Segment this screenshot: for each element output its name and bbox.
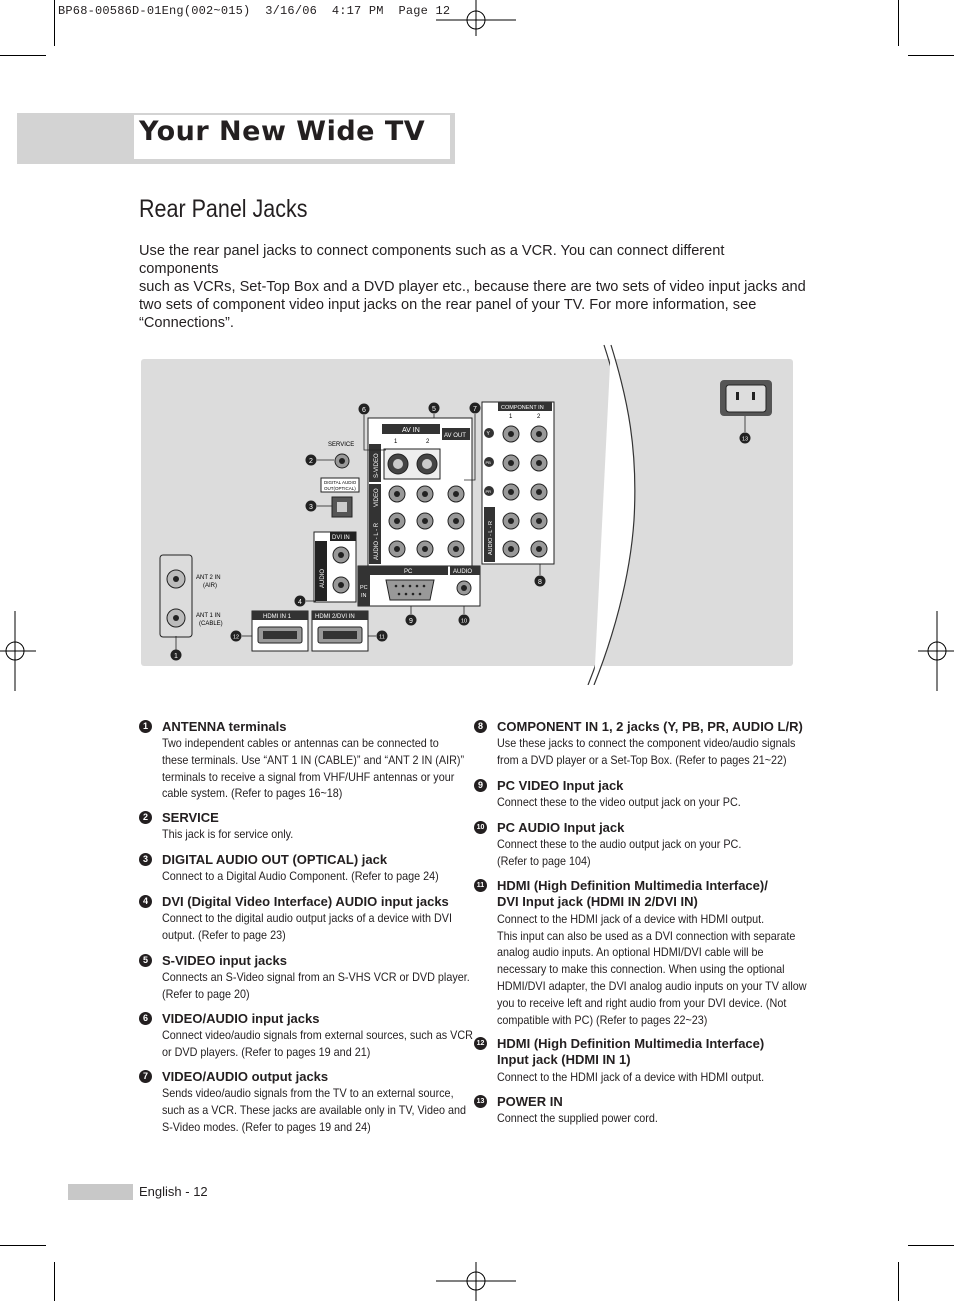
dvi-audio-vertical-label: AUDIO <box>320 568 326 588</box>
item-title: HDMI (High Definition Multimedia Interface) <box>497 1036 765 1051</box>
item-desc: Connects an S-Video signal from an S-VHS VCR or DVD player. <box>162 970 470 984</box>
item-desc: Connect to a Digital Audio Component. (Refer to page 24) <box>162 869 439 883</box>
svg-text:2: 2 <box>309 458 313 465</box>
hdmi1-label: HDMI IN 1 <box>263 614 292 620</box>
item-title: PC AUDIO Input jack <box>497 820 625 835</box>
svg-text:10: 10 <box>460 618 468 625</box>
item-number: 10 <box>474 821 487 834</box>
item-number: 1 <box>139 720 152 733</box>
comp-pr-label: PR <box>485 489 492 494</box>
item-number: 8 <box>474 720 487 733</box>
av-in-label: AV IN <box>402 427 420 434</box>
item-number: 13 <box>474 1095 487 1108</box>
comp-2-label: 2 <box>537 414 541 420</box>
svg-text:8: 8 <box>538 579 542 586</box>
item-desc: Two independent cables or antennas can be connected to <box>162 736 439 750</box>
item-desc: S-Video modes. (Refer to pages 19 and 24) <box>162 1120 371 1134</box>
intro-paragraph <box>139 242 807 332</box>
item-title: S-VIDEO input jacks <box>162 953 287 968</box>
item-desc: Connect to the HDMI jack of a device with HDMI output. <box>497 912 765 926</box>
footer-bar <box>68 1184 133 1200</box>
item-title: COMPONENT IN 1, 2 jacks (Y, PB, PR, AUDIO L/R) <box>497 719 803 734</box>
intro-line: “Connections”. <box>139 315 234 331</box>
svg-text:9: 9 <box>409 618 413 625</box>
item-desc: Connect to the digital audio output jacks of a device with DVI <box>162 911 452 925</box>
av-out-label: AV OUT <box>444 433 466 439</box>
item-desc: from a DVD player or a Set-Top Box. (Refer to pages 21~22) <box>497 753 787 767</box>
ant2-label: ANT 2 IN <box>196 575 221 581</box>
svg-text:1: 1 <box>174 653 178 660</box>
item-title: PC VIDEO Input jack <box>497 778 624 793</box>
pc-vga-jack <box>386 580 434 600</box>
item-desc: Connect video/audio signals from external sources, such as VCR <box>162 1028 473 1042</box>
hdmi2-label: HDMI 2/DVI IN <box>315 614 355 620</box>
item-title: HDMI (High Definition Multimedia Interface)/ <box>497 878 768 893</box>
service-label: SERVICE <box>328 442 355 448</box>
chapter-title: Your New Wide TV <box>139 116 426 147</box>
item-desc: terminals to receive a signal from VHF/UHF antennas or your <box>162 770 455 784</box>
item-desc: Connect these to the video output jack on your PC. <box>497 795 741 809</box>
item-desc: compatible with PC) (Refer to pages 22~23) <box>497 1013 708 1027</box>
dvi-in-label: DVI IN <box>332 535 350 541</box>
av-in-2: 2 <box>426 439 430 445</box>
item-number: 11 <box>474 879 487 892</box>
print-header: BP68-00586D-01Eng(002~015) 3/16/06 4:17 PM Page 12 <box>58 4 451 18</box>
item-desc: Connect the supplied power cord. <box>497 1111 658 1125</box>
item-title: VIDEO/AUDIO output jacks <box>162 1069 329 1084</box>
item-desc: these terminals. Use “ANT 1 IN (CABLE)” and “ANT 2 IN (AIR)” <box>162 753 465 767</box>
av-in-1: 1 <box>394 439 398 445</box>
item-number: 4 <box>139 895 152 908</box>
comp-y-label: Y <box>486 431 490 437</box>
item-desc: Connect to the HDMI jack of a device with HDMI output. <box>497 1070 765 1084</box>
item-number: 3 <box>139 853 152 866</box>
audio-lr-label: AUDIO - L - R <box>374 522 380 560</box>
item-number: 5 <box>139 954 152 967</box>
item-desc: HDMI/DVI adapter, the DVI analog audio inputs on your TV allow <box>497 979 807 993</box>
section-title: Rear Panel Jacks <box>139 195 308 223</box>
comp-pb-label: PB <box>485 460 491 465</box>
item-desc: such as a VCR. These jacks are available only in TV, Video and <box>162 1103 466 1117</box>
item-desc: analog audio inputs. An optional HDMI/DVI cable will be <box>497 945 764 959</box>
optical-label: DIGITAL AUDIO <box>324 480 357 485</box>
panel-cut-line <box>594 345 635 685</box>
item-number: 6 <box>139 1012 152 1025</box>
component-in-label: COMPONENT IN <box>501 405 544 411</box>
item-number: 9 <box>474 779 487 792</box>
video-label: VIDEO <box>374 488 380 507</box>
svideo-label: S-VIDEO <box>374 453 380 478</box>
item-number: 2 <box>139 811 152 824</box>
svg-text:6: 6 <box>362 407 366 414</box>
svg-text:7: 7 <box>473 406 477 413</box>
item-desc: or DVD players. (Refer to pages 19 and 21) <box>162 1045 371 1059</box>
item-desc: This input can also be used as a DVI connection with separate <box>497 929 796 943</box>
item-desc: Connect these to the audio output jack on your PC. <box>497 837 742 851</box>
ant2-sublabel: (AIR) <box>203 583 217 589</box>
item-number: 7 <box>139 1070 152 1083</box>
item-title: VIDEO/AUDIO input jacks <box>162 1011 320 1026</box>
item-desc: This jack is for service only. <box>162 827 294 841</box>
pc-audio-label: AUDIO <box>453 569 473 575</box>
item-desc: you to receive left and right audio from your DVI device. (Not <box>497 996 787 1010</box>
svg-text:13: 13 <box>741 436 749 443</box>
item-number: 12 <box>474 1037 487 1050</box>
intro-line: such as VCRs, Set-Top Box and a DVD player etc., because there are two sets of video input jacks and <box>139 279 806 295</box>
svg-text:11: 11 <box>379 634 385 641</box>
svg-text:3: 3 <box>309 504 313 511</box>
comp-1-label: 1 <box>509 414 513 420</box>
item-desc: Sends video/audio signals from the TV to an external source, <box>162 1086 454 1100</box>
rear-panel-diagram <box>141 340 801 685</box>
item-title-line2: Input jack (HDMI IN 1) <box>497 1052 631 1067</box>
pc-in-label: PC <box>360 585 368 591</box>
comp-audio-label: AUDIO - L - R <box>488 520 494 555</box>
page-number: English - 12 <box>139 1184 208 1199</box>
optical-label-2: OUT(OPTICAL) <box>324 486 356 491</box>
ant1-label: ANT 1 IN <box>196 613 221 619</box>
pc-in-label-2: IN <box>361 593 367 599</box>
item-title: ANTENNA terminals <box>162 719 287 734</box>
intro-line: Use the rear panel jacks to connect components such as a VCR. You can connect different components <box>139 243 725 277</box>
pc-label: PC <box>404 569 413 575</box>
item-desc: (Refer to page 104) <box>497 854 591 868</box>
item-desc: Use these jacks to connect the component video/audio signals <box>497 736 796 750</box>
svg-text:5: 5 <box>432 406 436 413</box>
item-desc: necessary to make this connection. When using the optional <box>497 962 785 976</box>
item-desc: cable system. (Refer to pages 16~18) <box>162 786 343 800</box>
item-desc: (Refer to page 20) <box>162 987 250 1001</box>
item-title: SERVICE <box>162 810 219 825</box>
svg-text:12: 12 <box>232 634 240 641</box>
item-title: POWER IN <box>497 1094 563 1109</box>
item-title: DVI (Digital Video Interface) AUDIO input jacks <box>162 894 449 909</box>
intro-line: two sets of component video input jacks on the rear panel of your TV. For more information, see <box>139 297 757 313</box>
item-title: DIGITAL AUDIO OUT (OPTICAL) jack <box>162 852 388 867</box>
item-desc: output. (Refer to page 23) <box>162 928 286 942</box>
ant1-sublabel: (CABLE) <box>199 621 223 627</box>
item-title-line2: DVI Input jack (HDMI IN 2/DVI IN) <box>497 894 698 909</box>
svg-text:4: 4 <box>298 599 302 606</box>
